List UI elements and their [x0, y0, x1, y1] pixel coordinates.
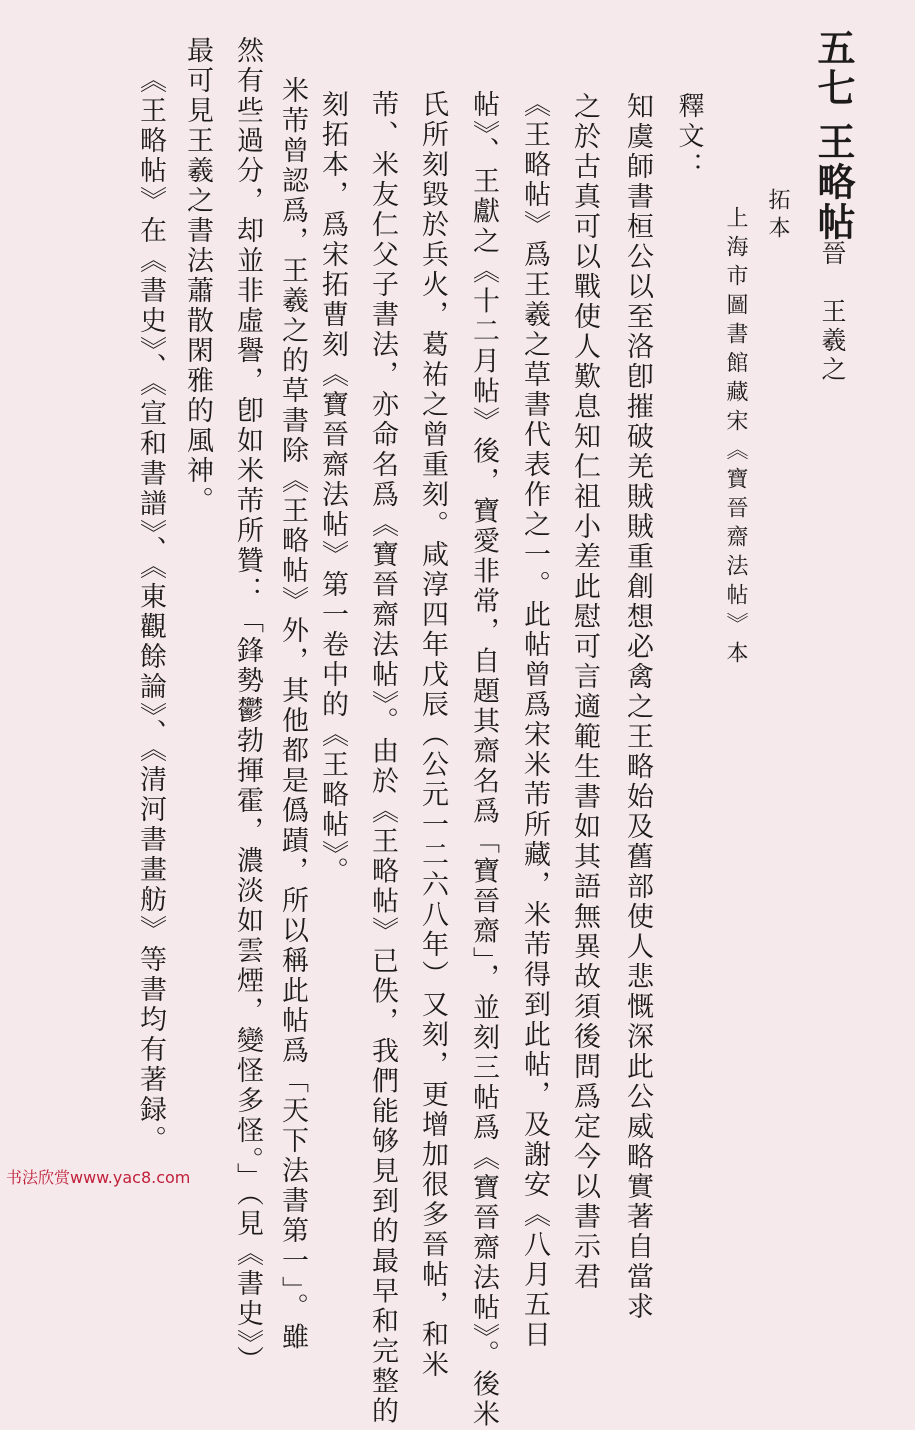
author-line: 晉 王羲之 [818, 240, 847, 385]
source-description: 上海市圖書館藏宋《寶晉齋法帖》本 [723, 206, 748, 670]
page-title: 王略帖 [811, 122, 856, 242]
commentary-line: 帖》、王獻之《十二月帖》後，寶愛非常，自題其齋名爲「寶晉齋」，並刻三帖爲《寶晉齋法帖》。後米 [468, 90, 499, 1430]
commentary-line: 最可見王羲之書法蕭散閑雅的風神。 [182, 36, 213, 516]
site-watermark: 书法欣赏www.yac8.com [6, 1168, 191, 1187]
commentary-line: 然有些過分，却並非虛譽，卽如米芾所贊：「鋒勢鬱勃揮霍，濃淡如雲煙，變怪多怪。」（見《書史》） [232, 36, 263, 1376]
entry-number: 五七 [811, 28, 856, 108]
source-type: 拓本 [765, 188, 790, 244]
transcription-label: 釋文： [674, 92, 704, 182]
commentary-line: 米芾曾認爲，王羲之的草書除《王略帖》外，其他都是僞蹟，所以稱此帖爲「天下法書第一」。雖 [277, 76, 308, 1353]
commentary-line: 《王略帖》在《書史》、《宣和書譜》、《東觀餘論》、《清河書畫舫》等書均有著録。 [135, 66, 166, 1155]
transcription-line: 之於古真可以戰使人歎息知仁祖小差此慰可言適範生書如其語無異故須後問爲定今以書示君 [569, 92, 600, 1292]
commentary-line: 《王略帖》爲王羲之草書代表作之一。此帖曾爲宋米芾所藏，米芾得到此帖，及謝安《八月五日 [519, 90, 550, 1350]
transcription-line: 知虞師書桓公以至洛卽摧破羌賊賊重創想必禽之王略始及舊部使人悲慨深此公威略實著自當求 [622, 92, 653, 1322]
commentary-line: 芾、米友仁父子書法，亦命名爲《寶晉齋法帖》。由於《王略帖》已佚，我們能够見到的最早和完整的 [367, 90, 398, 1427]
commentary-line: 氏所刻毀於兵火，葛祐之曾重刻。咸淳四年戊辰（公元一二六八年）又刻，更增加很多晉帖，和米 [417, 90, 448, 1380]
commentary-line: 刻拓本，爲宋拓曹刻《寶晉齋法帖》第一卷中的《王略帖》。 [317, 90, 348, 887]
